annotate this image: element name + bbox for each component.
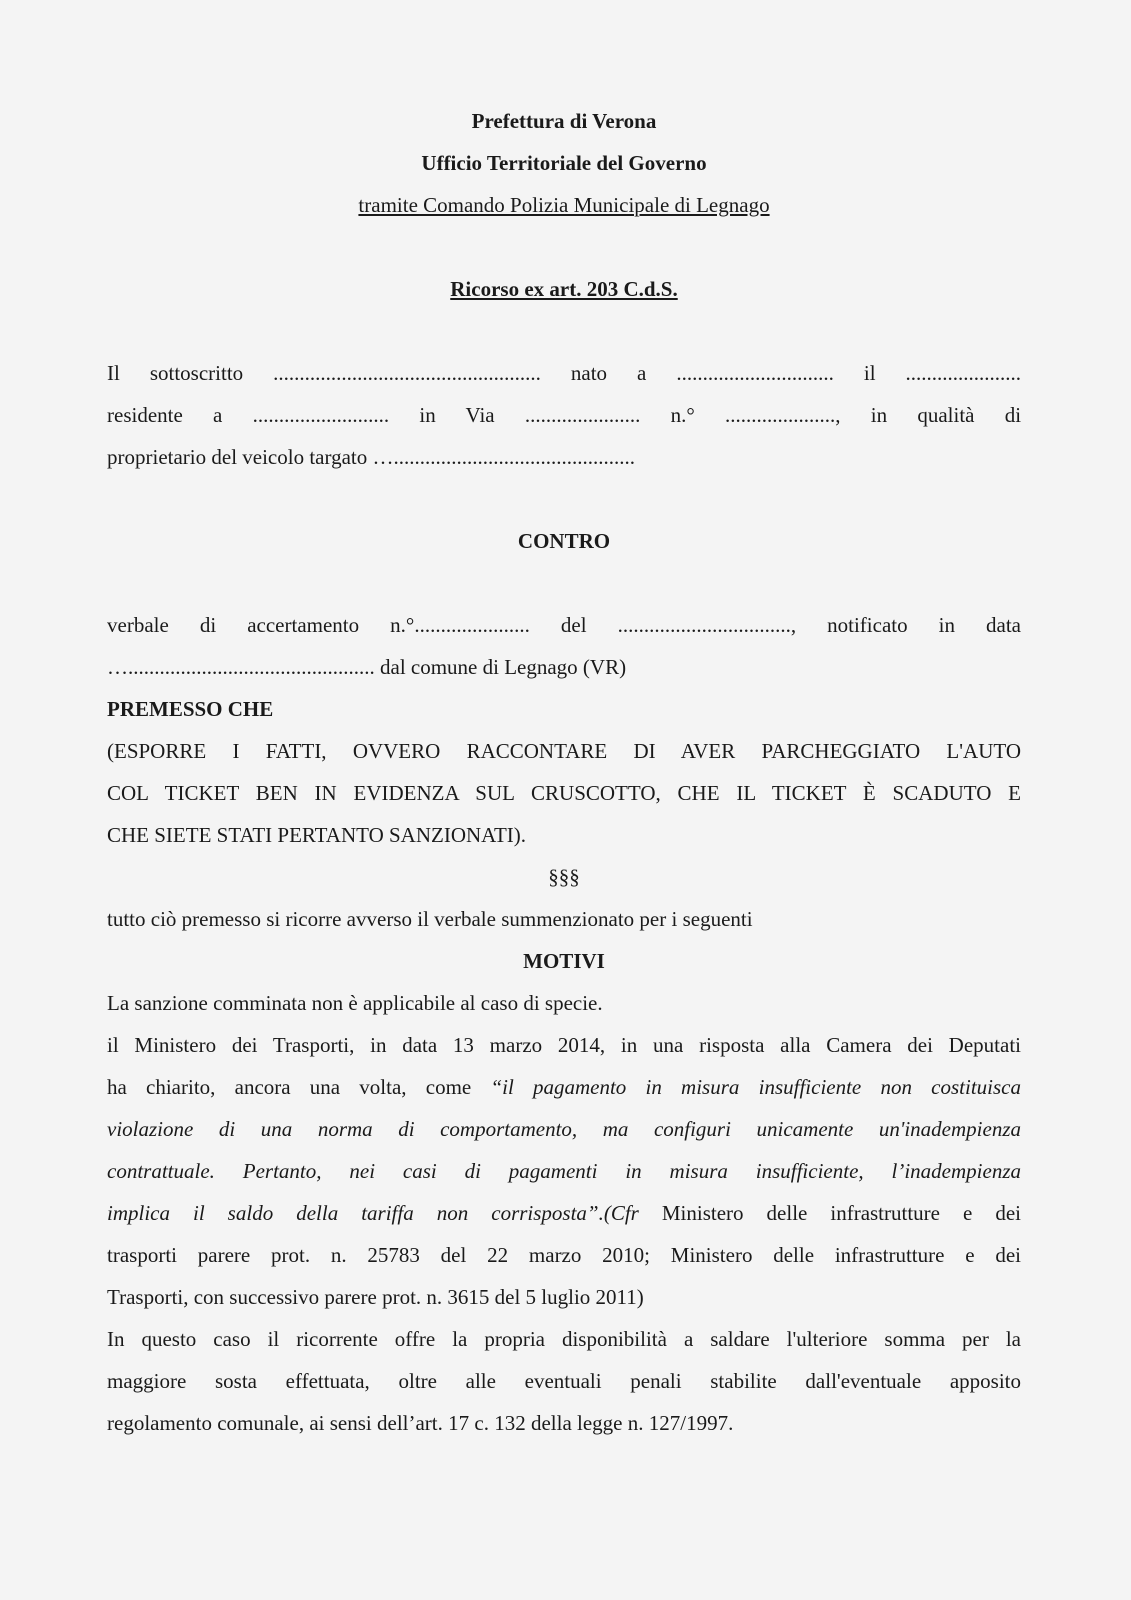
label-comune: dal comune di Legnago (VR) (380, 655, 627, 679)
quote-italic: violazione di una norma di comportamento, ma configuri unicamente un'inadempienza (107, 1117, 1021, 1141)
label-sottoscritto: Il sottoscritto (107, 361, 244, 385)
premesso-line-2: COL TICKET BEN IN EVIDENZA SUL CRUSCOTTO, CHE IL TICKET È SCADUTO E (107, 781, 1021, 805)
motivi-p2-line-1: il Ministero dei Trasporti, in data 13 marzo 2014, in una risposta alla Camera dei Deputati (107, 1033, 1021, 1057)
field-street-blank[interactable]: ...................... (524, 403, 641, 427)
section-separator: §§§ (548, 865, 580, 889)
quote-italic: contrattuale. Pertanto, nei casi di pagamenti in misura insufficiente, l’inadempienza (107, 1159, 1021, 1183)
field-birthdate-blank[interactable]: ...................... (905, 361, 1022, 385)
document-header (107, 100, 1021, 226)
verbale-paragraph (107, 604, 1021, 688)
label-nato-a: nato a (570, 361, 647, 385)
intro-line-2 (107, 394, 1021, 436)
motivi-paragraph-1: La sanzione comminata non è applicabile al caso di specie. (107, 991, 603, 1015)
document-title: Ricorso ex art. 203 C.d.S. (450, 277, 678, 301)
field-notification-date-blank[interactable]: …............................................... (107, 655, 375, 679)
quote-italic: implica il saldo della tariffa non corrisposta”.(Cfr (107, 1201, 639, 1225)
motivi-paragraph-2 (107, 1024, 1021, 1318)
label-numero: n.° (670, 403, 695, 427)
label-il: il (863, 361, 876, 385)
transition-text: tutto ciò premesso si ricorre avverso il verbale summenzionato per i seguenti (107, 907, 753, 931)
field-name-blank[interactable]: ................................................... (273, 361, 541, 385)
header-prefettura: Prefettura di Verona (471, 109, 657, 133)
field-verbale-date-blank[interactable]: ................................., (617, 613, 797, 637)
motivi-p3-line-3: regolamento comunale, ai sensi dell’art. 17 c. 132 della legge n. 127/1997. (107, 1411, 734, 1435)
premesso-heading: PREMESSO CHE (107, 697, 274, 721)
contro-heading: CONTRO (517, 529, 611, 553)
document-page (107, 100, 1021, 1444)
motivi-paragraph-3 (107, 1318, 1021, 1444)
motivi-p2-line-6: trasporti parere prot. n. 25783 del 22 marzo 2010; Ministero delle infrastrutture e dei (107, 1243, 1021, 1267)
field-street-number-blank[interactable]: ....................., (725, 403, 841, 427)
label-verbale: verbale di accertamento n.° (107, 613, 415, 637)
intro-line-1 (107, 352, 1021, 394)
motivi-p2-line-4 (107, 1150, 1021, 1192)
header-ufficio: Ufficio Territoriale del Governo (421, 151, 707, 175)
motivi-p2-line-5 (107, 1192, 1021, 1234)
field-plate-blank[interactable]: ….............................................. (372, 445, 636, 469)
field-birthplace-blank[interactable]: .............................. (676, 361, 834, 385)
premesso-body (107, 730, 1021, 856)
motivi-p2-line-3 (107, 1108, 1021, 1150)
text-normal: ha chiarito, ancora una volta, come (107, 1075, 491, 1099)
header-tramite: tramite Comando Polizia Municipale di Legnago (358, 193, 770, 217)
quote-italic: “il pagamento in misura insufficiente non costituisca (490, 1075, 1021, 1099)
intro-paragraph (107, 352, 1021, 478)
label-residente-a: residente a (107, 403, 223, 427)
text-normal: Ministero delle infrastrutture e dei (638, 1201, 1021, 1225)
premesso-line-1: (ESPORRE I FATTI, OVVERO RACCONTARE DI AVER PARCHEGGIATO L'AUTO (107, 739, 1021, 763)
label-in-qualita: in qualità di (870, 403, 1022, 427)
motivi-p3-line-2: maggiore sosta effettuata, oltre alle eventuali penali stabilite dall'eventuale apposito (107, 1369, 1021, 1393)
motivi-heading: MOTIVI (523, 949, 605, 973)
label-in-via: in Via (419, 403, 495, 427)
verbale-line-1 (107, 604, 1021, 646)
motivi-p3-line-1: In questo caso il ricorrente offre la propria disponibilità a saldare l'ulteriore somma per la (107, 1327, 1021, 1351)
label-proprietario: proprietario del veicolo targato (107, 445, 368, 469)
verbale-line-2 (107, 646, 1021, 688)
motivi-p2-line-7: Trasporti, con successivo parere prot. n. 3615 del 5 luglio 2011) (107, 1285, 644, 1309)
premesso-line-3: CHE SIETE STATI PERTANTO SANZIONATI). (107, 823, 527, 847)
label-notificato: notificato in data (827, 613, 1021, 637)
intro-line-3 (107, 436, 1021, 478)
motivi-p2-line-2 (107, 1066, 1021, 1108)
label-del: del (560, 613, 587, 637)
field-verbale-number-blank[interactable]: ...................... (414, 613, 530, 637)
field-residence-blank[interactable]: .......................... (252, 403, 390, 427)
